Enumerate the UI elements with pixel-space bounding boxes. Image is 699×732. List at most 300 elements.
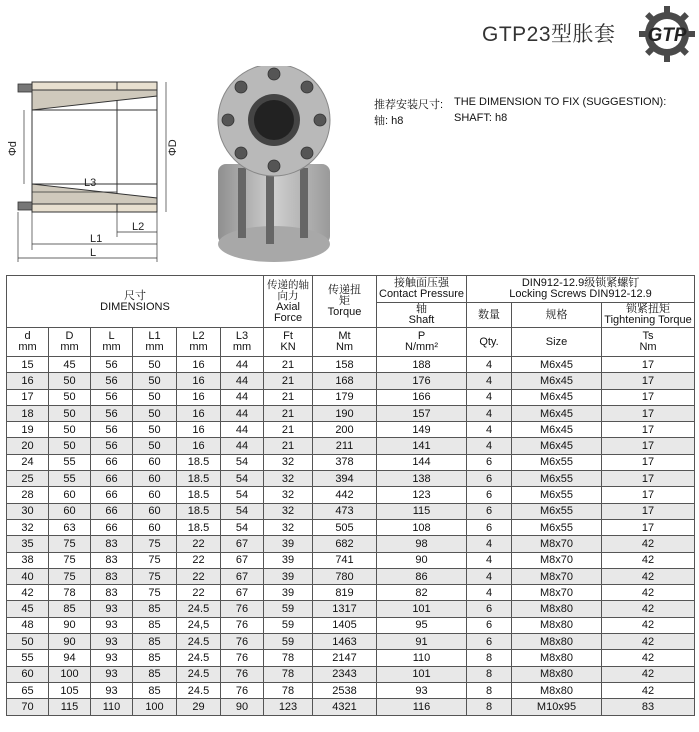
table-cell: 15 [7, 357, 49, 373]
table-cell: 85 [133, 634, 177, 650]
unit-symbol: P [417, 330, 426, 342]
table-row [7, 650, 695, 666]
table-cell: 76 [221, 666, 264, 682]
table-cell: M6x55 [512, 487, 602, 503]
table-cell: 8 [467, 666, 512, 682]
table-cell: 50 [133, 373, 177, 389]
unit-cell [467, 328, 512, 357]
table-row [7, 634, 695, 650]
table-cell: 59 [264, 601, 313, 617]
table-cell: 54 [221, 519, 264, 535]
table-cell: 83 [91, 568, 133, 584]
table-cell: 17 [602, 373, 695, 389]
table-row [7, 617, 695, 633]
section-drawing [4, 72, 184, 272]
table-cell: 56 [91, 373, 133, 389]
table-cell: 44 [221, 373, 264, 389]
table-cell: 56 [91, 389, 133, 405]
table-cell: 40 [7, 568, 49, 584]
table-cell: 17 [602, 471, 695, 487]
table-cell: M6x55 [512, 503, 602, 519]
table-row [7, 585, 695, 601]
table-cell: 115 [49, 699, 91, 715]
table-cell: 65 [7, 682, 49, 698]
table-cell: 85 [133, 650, 177, 666]
table-cell: 6 [467, 634, 512, 650]
table-cell: 144 [377, 454, 467, 470]
table-cell: 17 [602, 454, 695, 470]
unit-label: N/mm² [405, 341, 438, 353]
header-axial-en1: Axial [276, 300, 300, 313]
table-cell: 115 [377, 503, 467, 519]
table-cell: 8 [467, 682, 512, 698]
table-cell: M6x45 [512, 422, 602, 438]
unit-cell [377, 328, 467, 357]
table-cell: 22 [177, 552, 221, 568]
table-cell: 101 [377, 601, 467, 617]
table-cell: 4 [467, 438, 512, 454]
table-cell: 141 [377, 438, 467, 454]
table-row [7, 536, 695, 552]
unit-cell [177, 328, 221, 357]
unit-label: mm [145, 341, 164, 353]
unit-label: mm [189, 341, 208, 353]
table-cell: 24.5 [177, 601, 221, 617]
table-cell: 116 [377, 699, 467, 715]
table-cell: M6x55 [512, 519, 602, 535]
table-cell: 24.5 [177, 682, 221, 698]
table-cell: 38 [7, 552, 49, 568]
unit-cell [264, 328, 313, 357]
unit-label: Nm [335, 341, 354, 353]
table-cell: 17 [602, 422, 695, 438]
page-title: GTP23型胀套 [482, 23, 616, 46]
table-cell: 76 [221, 650, 264, 666]
table-cell: 60 [133, 471, 177, 487]
header-torque [313, 276, 377, 328]
unit-symbol: D [65, 330, 74, 342]
table-cell: 55 [7, 650, 49, 666]
table-cell: 21 [264, 422, 313, 438]
table-cell: 2147 [313, 650, 377, 666]
table-cell: 93 [91, 682, 133, 698]
unit-cell [7, 328, 49, 357]
header-pressure-en: Contact Pressure [379, 288, 464, 300]
table-cell: 16 [177, 373, 221, 389]
table-cell: 50 [7, 634, 49, 650]
table-cell: 6 [467, 471, 512, 487]
table-cell: 90 [377, 552, 467, 568]
table-cell: 50 [49, 438, 91, 454]
label-L2: L2 [132, 221, 145, 233]
table-cell: M6x55 [512, 471, 602, 487]
table-row [7, 405, 695, 421]
label-L: L [90, 247, 97, 259]
table-cell: 22 [177, 536, 221, 552]
table-cell: 18.5 [177, 519, 221, 535]
table-cell: 442 [313, 487, 377, 503]
table-cell: 32 [264, 487, 313, 503]
table-cell: 78 [49, 585, 91, 601]
label-L3: L3 [84, 177, 97, 189]
table-cell: 32 [264, 471, 313, 487]
table-cell: 45 [49, 357, 91, 373]
table-cell: 28 [7, 487, 49, 503]
table-cell: 8 [467, 699, 512, 715]
table-cell: 741 [313, 552, 377, 568]
table-cell: 158 [313, 357, 377, 373]
table-cell: 66 [91, 519, 133, 535]
table-cell: 54 [221, 487, 264, 503]
table-cell: 83 [91, 536, 133, 552]
table-cell: 18.5 [177, 503, 221, 519]
table-cell: 85 [133, 666, 177, 682]
table-cell: 4 [467, 373, 512, 389]
table-cell: 168 [313, 373, 377, 389]
table-cell: 21 [264, 373, 313, 389]
units-row [7, 328, 695, 357]
table-cell: 18.5 [177, 487, 221, 503]
table-cell: 4 [467, 389, 512, 405]
table-cell: 78 [264, 666, 313, 682]
header-pressure-cn: 接触面压强 [394, 277, 449, 289]
table-row [7, 422, 695, 438]
label-d: Φd [7, 141, 19, 156]
table-cell: M8x80 [512, 666, 602, 682]
table-cell: 190 [313, 405, 377, 421]
table-cell: 378 [313, 454, 377, 470]
header-locking-screws [467, 276, 695, 303]
table-cell: 394 [313, 471, 377, 487]
table-cell: 200 [313, 422, 377, 438]
table-cell: 6 [467, 487, 512, 503]
unit-symbol: Ts [642, 330, 654, 342]
table-cell: 50 [133, 422, 177, 438]
table-row [7, 519, 695, 535]
fit-note-en-label: THE DIMENSION TO FIX (SUGGESTION): [454, 96, 667, 108]
table-cell: 473 [313, 503, 377, 519]
table-cell: M6x45 [512, 405, 602, 421]
unit-symbol: Mt [338, 330, 351, 342]
table-cell: 94 [49, 650, 91, 666]
table-cell: 93 [377, 682, 467, 698]
table-cell: 17 [602, 357, 695, 373]
fit-note-cn-label: 推荐安装尺寸: [374, 99, 444, 111]
table-cell: 101 [377, 666, 467, 682]
header-tightening-torque [602, 303, 695, 328]
table-row [7, 503, 695, 519]
table-cell: 25 [7, 471, 49, 487]
table-cell: 67 [221, 536, 264, 552]
table-cell: 505 [313, 519, 377, 535]
table-cell: 24.5 [177, 634, 221, 650]
table-cell: 75 [133, 552, 177, 568]
brand-logo-text: GTP [647, 25, 687, 46]
table-cell: 166 [377, 389, 467, 405]
table-cell: 17 [602, 503, 695, 519]
table-cell: 2343 [313, 666, 377, 682]
header-axial-cn: 传递的轴向力 [267, 278, 309, 302]
table-cell: 42 [7, 585, 49, 601]
table-cell: 30 [7, 503, 49, 519]
table-cell: M8x80 [512, 682, 602, 698]
table-cell: 91 [377, 634, 467, 650]
table-cell: 66 [91, 471, 133, 487]
table-cell: 105 [49, 682, 91, 698]
table-cell: 123 [377, 487, 467, 503]
table-cell: 17 [602, 438, 695, 454]
table-cell: 44 [221, 438, 264, 454]
table-cell: 85 [133, 682, 177, 698]
spec-table [6, 275, 695, 716]
header-tight-cn: 锁紧扭矩 [626, 303, 671, 315]
table-cell: 20 [7, 438, 49, 454]
table-cell: 4 [467, 552, 512, 568]
header-torque-en: Torque [327, 306, 362, 318]
table-cell: 100 [133, 699, 177, 715]
table-cell: 75 [49, 536, 91, 552]
table-cell: 123 [264, 699, 313, 715]
table-cell: 42 [602, 617, 695, 633]
table-cell: 50 [133, 389, 177, 405]
table-cell: 16 [177, 422, 221, 438]
table-cell: 60 [133, 487, 177, 503]
table-cell: 44 [221, 405, 264, 421]
table-cell: 4 [467, 422, 512, 438]
table-cell: 66 [91, 454, 133, 470]
table-cell: 39 [264, 536, 313, 552]
table-cell: 149 [377, 422, 467, 438]
table-cell: 1463 [313, 634, 377, 650]
table-cell: 22 [177, 568, 221, 584]
table-row [7, 438, 695, 454]
table-cell: 50 [49, 405, 91, 421]
table-cell: 75 [133, 568, 177, 584]
table-cell: 86 [377, 568, 467, 584]
table-cell: 24 [7, 454, 49, 470]
table-cell: 4 [467, 357, 512, 373]
unit-cell [221, 328, 264, 357]
table-cell: 66 [91, 503, 133, 519]
unit-symbol: Size [545, 335, 568, 348]
unit-cell [512, 328, 602, 357]
table-cell: 42 [602, 650, 695, 666]
table-cell: M8x80 [512, 601, 602, 617]
table-cell: 17 [7, 389, 49, 405]
table-cell: M8x80 [512, 617, 602, 633]
table-cell: M6x45 [512, 357, 602, 373]
product-photo [204, 66, 344, 266]
table-cell: 78 [264, 650, 313, 666]
table-cell: 93 [91, 650, 133, 666]
table-cell: 50 [133, 405, 177, 421]
table-cell: 56 [91, 405, 133, 421]
table-row [7, 471, 695, 487]
table-cell: 4 [467, 585, 512, 601]
table-cell: 76 [221, 617, 264, 633]
label-D: ΦD [167, 139, 179, 156]
table-cell: 21 [264, 438, 313, 454]
table-cell: 83 [91, 552, 133, 568]
table-cell: M8x70 [512, 536, 602, 552]
table-cell: 6 [467, 617, 512, 633]
table-cell: 75 [49, 552, 91, 568]
table-cell: 42 [602, 682, 695, 698]
table-cell: 54 [221, 471, 264, 487]
table-cell: 56 [91, 422, 133, 438]
table-cell: 32 [264, 503, 313, 519]
table-cell: 6 [467, 454, 512, 470]
header-axial-en2: Force [273, 311, 303, 324]
table-cell: 75 [133, 536, 177, 552]
table-cell: 19 [7, 422, 49, 438]
table-cell: 17 [602, 389, 695, 405]
unit-label: KN [280, 341, 296, 353]
header-tight-en: Tightening Torque [604, 314, 692, 326]
table-cell: 42 [602, 601, 695, 617]
table-cell: 60 [133, 454, 177, 470]
table-cell: 66 [91, 487, 133, 503]
table-cell: 93 [91, 617, 133, 633]
table-cell: 188 [377, 357, 467, 373]
table-cell: 60 [49, 503, 91, 519]
table-cell: 42 [602, 666, 695, 682]
table-cell: 83 [91, 585, 133, 601]
table-cell: 60 [7, 666, 49, 682]
table-cell: 179 [313, 389, 377, 405]
table-cell: 59 [264, 617, 313, 633]
table-row [7, 552, 695, 568]
table-cell: 63 [49, 519, 91, 535]
table-cell: 16 [7, 373, 49, 389]
header-screws-cn: DIN912-12.9级锁紧螺钉 [521, 277, 640, 289]
unit-label: mm [232, 341, 252, 353]
table-cell: 75 [49, 568, 91, 584]
unit-cell [91, 328, 133, 357]
table-cell: 85 [133, 617, 177, 633]
table-cell: 16 [177, 438, 221, 454]
table-cell: 44 [221, 422, 264, 438]
table-cell: 32 [264, 454, 313, 470]
table-cell: 76 [221, 682, 264, 698]
table-cell: 1317 [313, 601, 377, 617]
unit-cell [602, 328, 695, 357]
table-cell: 18.5 [177, 454, 221, 470]
table-cell: 42 [602, 552, 695, 568]
header-dimensions-en: DIMENSIONS [100, 300, 170, 313]
table-cell: 56 [91, 438, 133, 454]
header-size: 规格 [512, 303, 602, 328]
table-cell: 82 [377, 585, 467, 601]
unit-cell [49, 328, 91, 357]
table-cell: M6x45 [512, 389, 602, 405]
unit-symbol: Ft [283, 330, 293, 342]
unit-label: Nm [639, 341, 657, 353]
table-cell: 42 [602, 568, 695, 584]
table-cell: 17 [602, 487, 695, 503]
table-cell: 67 [221, 568, 264, 584]
table-cell: 54 [221, 503, 264, 519]
table-cell: 93 [91, 634, 133, 650]
table-cell: 90 [49, 617, 91, 633]
table-cell: 39 [264, 585, 313, 601]
table-cell: 211 [313, 438, 377, 454]
unit-symbol: L1 [148, 330, 161, 342]
unit-symbol: d [24, 330, 31, 342]
table-row [7, 389, 695, 405]
table-cell: 93 [91, 601, 133, 617]
table-cell: 42 [602, 634, 695, 650]
table-cell: M6x55 [512, 454, 602, 470]
table-cell: 32 [7, 519, 49, 535]
unit-cell [313, 328, 377, 357]
table-cell: 67 [221, 585, 264, 601]
header-shaft-en: Shaft [408, 314, 435, 326]
header-shaft-cn: 轴 [416, 303, 427, 315]
table-row [7, 568, 695, 584]
table-cell: 50 [133, 357, 177, 373]
table-cell: 16 [177, 405, 221, 421]
table-cell: 93 [91, 666, 133, 682]
header-shaft [377, 303, 467, 328]
table-cell: M8x70 [512, 568, 602, 584]
table-row [7, 487, 695, 503]
table-cell: 54 [221, 454, 264, 470]
table-cell: 60 [49, 487, 91, 503]
table-cell: 70 [7, 699, 49, 715]
fit-note-cn-shaft: 轴: h8 [374, 115, 404, 127]
table-cell: 50 [49, 389, 91, 405]
table-cell: 98 [377, 536, 467, 552]
table-row [7, 666, 695, 682]
header-qty: 数量 [467, 303, 512, 328]
table-cell: M8x80 [512, 634, 602, 650]
table-cell: 4 [467, 405, 512, 421]
table-cell: 44 [221, 357, 264, 373]
table-cell: 21 [264, 405, 313, 421]
table-cell: 108 [377, 519, 467, 535]
table-cell: 17 [602, 519, 695, 535]
table-cell: 56 [91, 357, 133, 373]
header-torque-cn: 传递扭矩 [328, 284, 361, 307]
table-cell: 4321 [313, 699, 377, 715]
table-cell: 4 [467, 568, 512, 584]
table-cell: 21 [264, 389, 313, 405]
table-cell: 50 [133, 438, 177, 454]
table-cell: 44 [221, 389, 264, 405]
unit-label: mm [18, 341, 37, 353]
table-cell: 6 [467, 519, 512, 535]
table-cell: M8x80 [512, 650, 602, 666]
header-contact-pressure [377, 276, 467, 303]
table-cell: 6 [467, 601, 512, 617]
table-cell: 55 [49, 454, 91, 470]
table-cell: 24,5 [177, 617, 221, 633]
unit-symbol: L [108, 330, 115, 342]
unit-cell [133, 328, 177, 357]
table-cell: 85 [133, 601, 177, 617]
table-cell: 78 [264, 682, 313, 698]
fit-note-en-shaft: SHAFT: h8 [454, 112, 508, 124]
table-cell: 39 [264, 552, 313, 568]
table-cell: 48 [7, 617, 49, 633]
table-cell: 21 [264, 357, 313, 373]
table-cell: 682 [313, 536, 377, 552]
table-cell: 39 [264, 568, 313, 584]
brand-logo [638, 5, 696, 63]
table-cell: 42 [602, 585, 695, 601]
table-cell: 95 [377, 617, 467, 633]
